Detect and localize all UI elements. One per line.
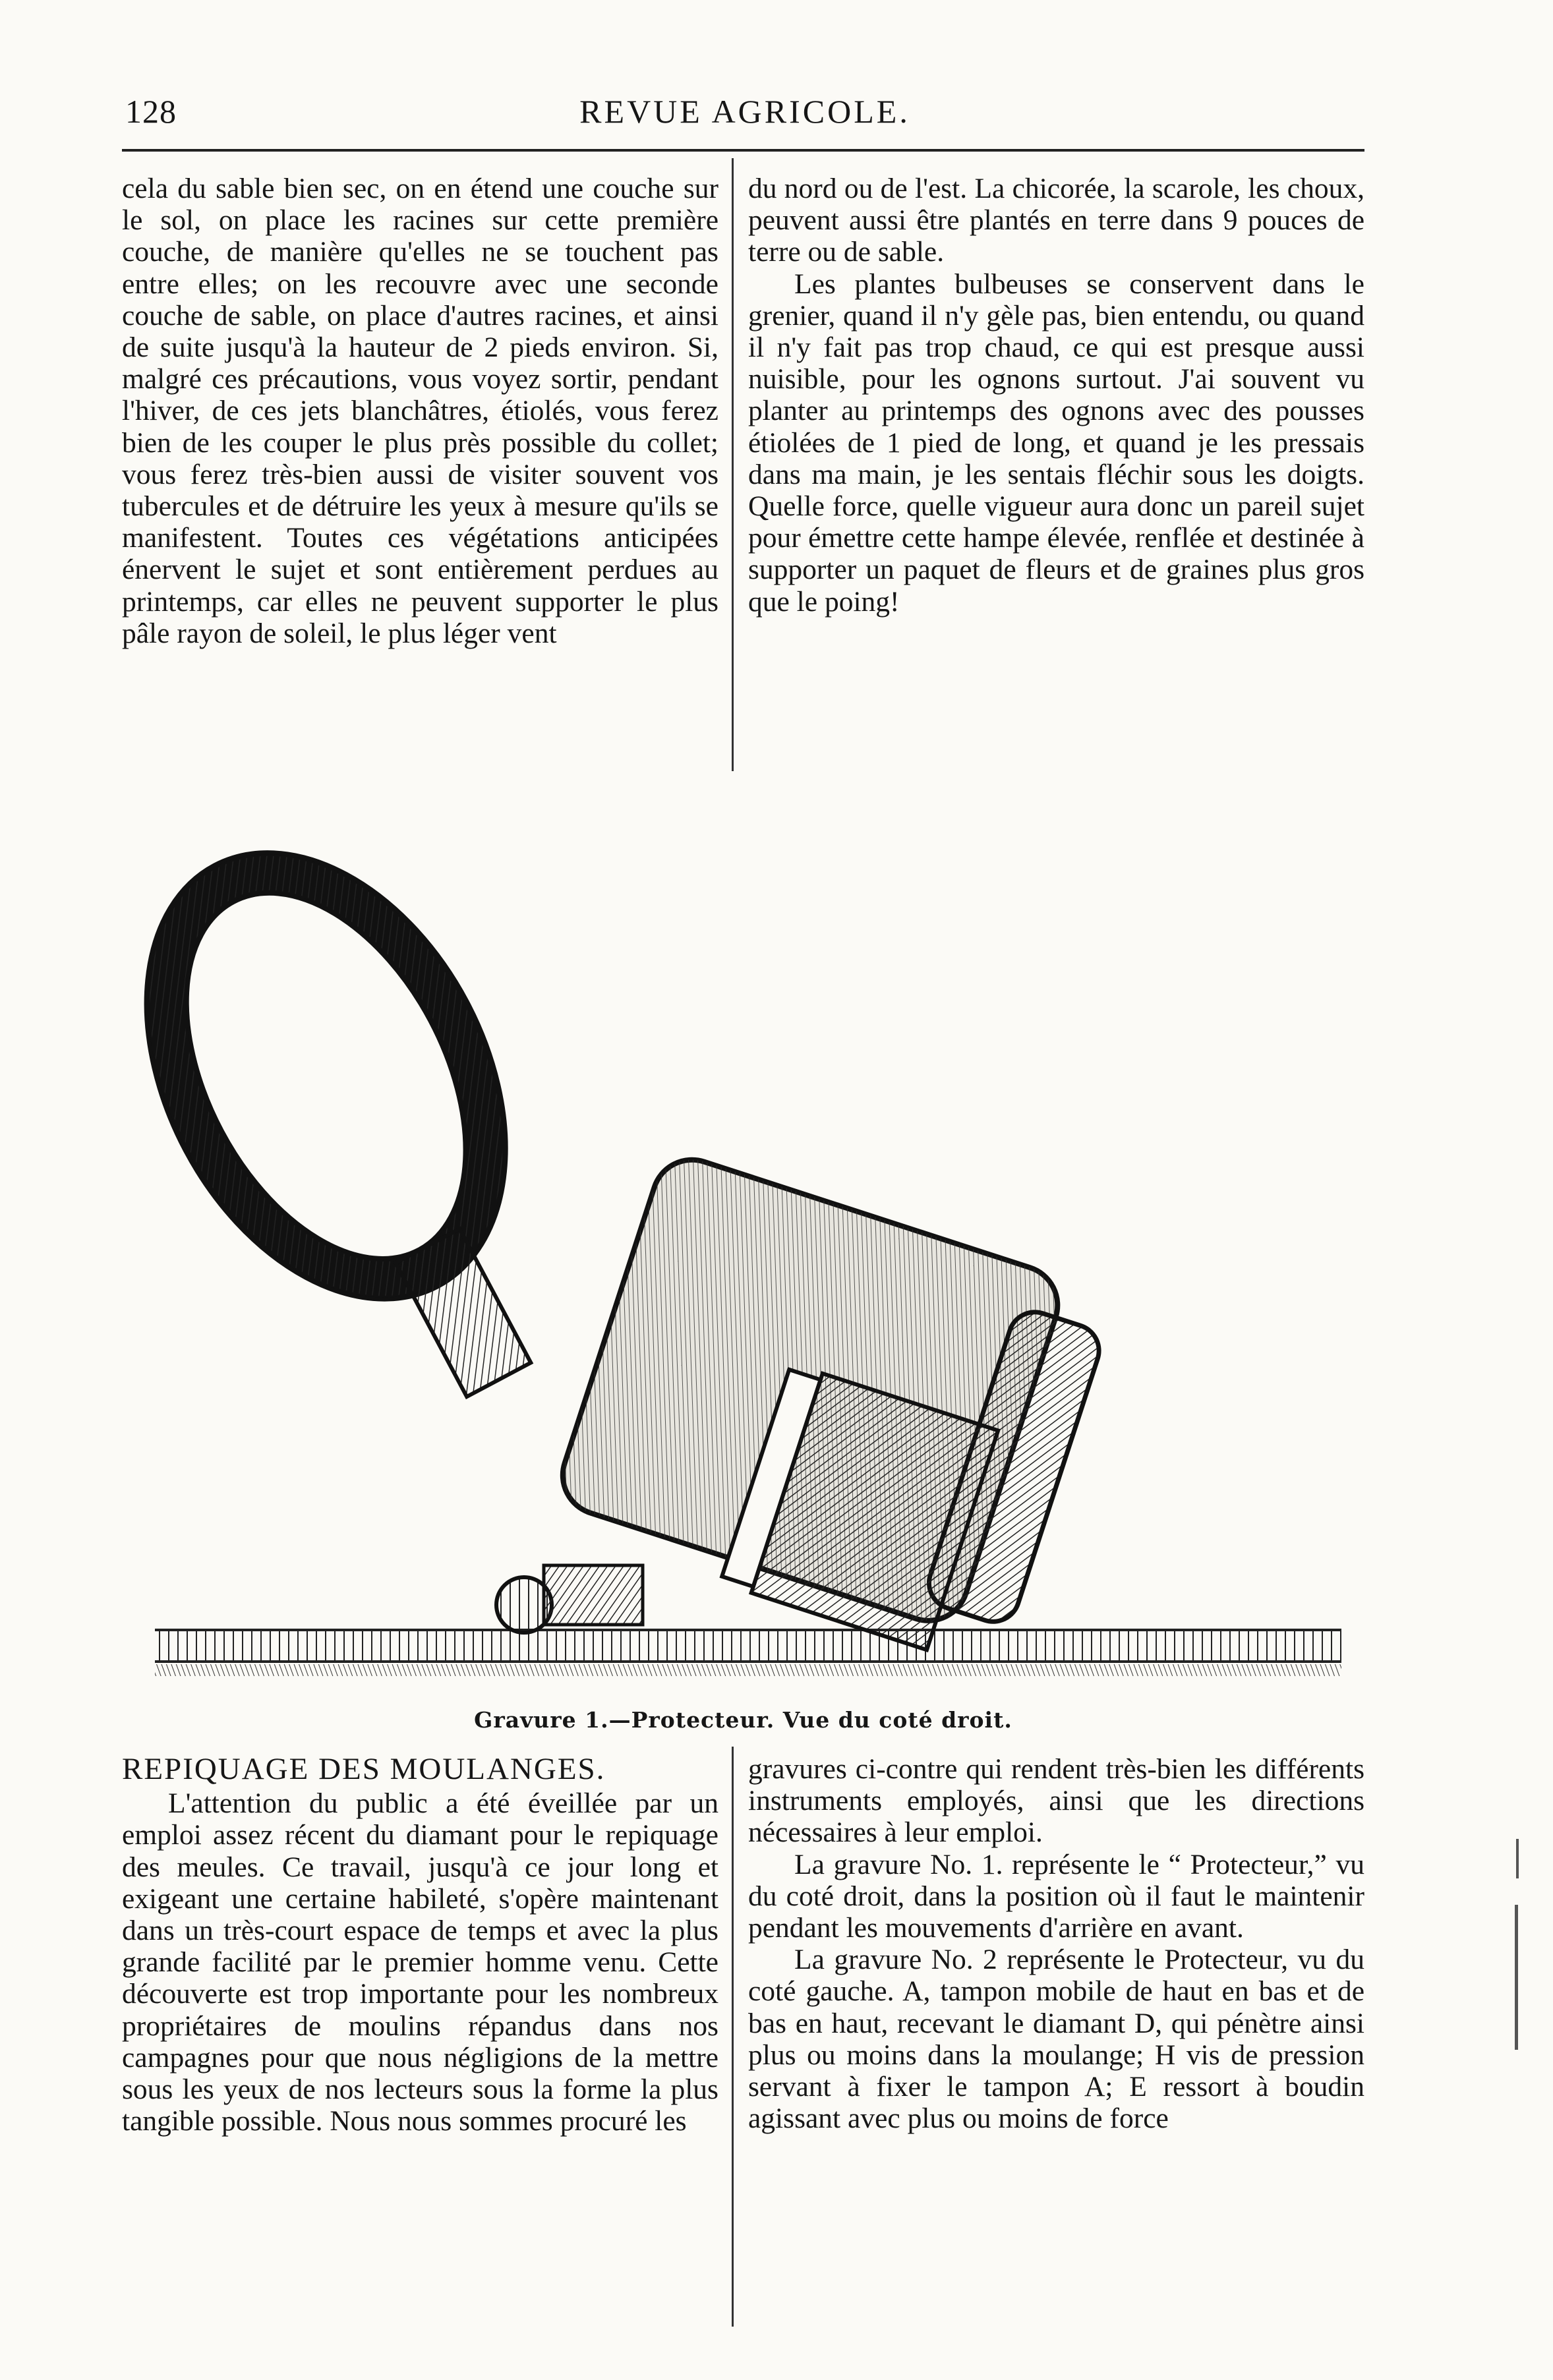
column-top-right [748, 173, 1364, 618]
journal-title: REVUE AGRICOLE. [579, 93, 910, 130]
page-number: 128 [125, 93, 177, 130]
pressure-screw [496, 1565, 643, 1633]
page-header [125, 92, 1364, 132]
section-title: REPIQUAGE DES MOULANGES. [122, 1752, 606, 1786]
column-top-left [122, 173, 718, 649]
column-bottom-right [748, 1753, 1364, 2134]
paragraph: L'attention du public a été éveillée par un emploi assez récent du diamant pour le repiquage des meules. Ce travail, jusqu'à ce jour long et exigeant une certaine habileté, s'opère maintenant dans un très-court espace de temps et avec la plus grande facilité par le premier homme venu. Cette découverte est trop importante pour les nombreux propriétaires de moulins répandus dans nos campagnes pour que nous négligions de la mettre sous les yeux de nos lecteurs sous la forme la plus tangible possible. Nous nous sommes procuré les [122, 1787, 718, 2137]
figure-caption: Gravure 1.—Protecteur. Vue du coté droit. [474, 1707, 1012, 1733]
margin-mark [1515, 1905, 1518, 2050]
column-divider-bottom [732, 1747, 734, 2327]
margin-mark [1516, 1839, 1519, 1878]
paragraph: gravures ci-contre qui rendent très-bien les différents instruments employés, ainsi que les directions nécessaires à leur emploi. [748, 1753, 1364, 1849]
paragraph: Les plantes bulbeuses se conservent dans le grenier, quand il n'y gèle pas, bien entendu, ou quand il n'y fait pas trop chaud, ce qui est presque aussi nuisible, pour les ognons surtout. J'ai souvent vu planter au printemps des ognons avec des pousses étiolées de 1 pied de long, et quand je les pressais dans ma main, je les sentais fléchir sous les doigts. Quelle force, quelle vigueur aura donc un pareil sujet pour émettre cette hampe élevée, renflée et destinée à supporter un paquet de fleurs et de graines plus gros que le poing! [748, 268, 1364, 618]
millstone-surface [155, 1630, 1341, 1676]
engraving-protecteur [122, 788, 1364, 1697]
paragraph: du nord ou de l'est. La chicorée, la scarole, les choux, peuvent aussi être plantés en terre dans 9 pouces de terre ou de sable. [748, 173, 1364, 268]
paragraph: cela du sable bien sec, on en étend une couche sur le sol, on place les racines sur cette première couche, de manière qu'elles ne se touchent pas entre elles; on les recouvre avec une seconde couche de sable, on place d'autres racines, et ainsi de suite jusqu'à la hauteur de 2 pieds environ. Si, malgré ces précautions, vous voyez sortir, pendant l'hiver, de ces jets blanchâtres, étiolés, vous ferez bien de les couper le plus près possible du collet; vous ferez très-bien aussi de visiter souvent vos tubercules et de détruire les yeux à mesure qu'ils se manifestent. Toutes ces végétations anticipées énervent le sujet et sont entièrement perdues au printemps, car elles ne peuvent supporter le plus pâle rayon de soleil, le plus léger vent [122, 173, 718, 649]
loop-handle [122, 790, 631, 1459]
column-divider-top [732, 158, 734, 771]
column-bottom-left [122, 1753, 718, 2137]
paragraph: La gravure No. 2 représente le Protecteur, vu du coté gauche. A, tampon mobile de haut en bas et de bas en haut, recevant le diamant D, qui pénètre ainsi plus ou moins dans la moulange; H vis de pression servant à fixer le tampon A; E ressort à boudin agissant avec plus ou moins de force [748, 1944, 1364, 2135]
paragraph: La gravure No. 1. représente le “ Protecteur,” vu du coté droit, dans la position où il faut le maintenir pendant les mouvements d'arrière en avant. [748, 1848, 1364, 1944]
header-rule [122, 149, 1364, 152]
